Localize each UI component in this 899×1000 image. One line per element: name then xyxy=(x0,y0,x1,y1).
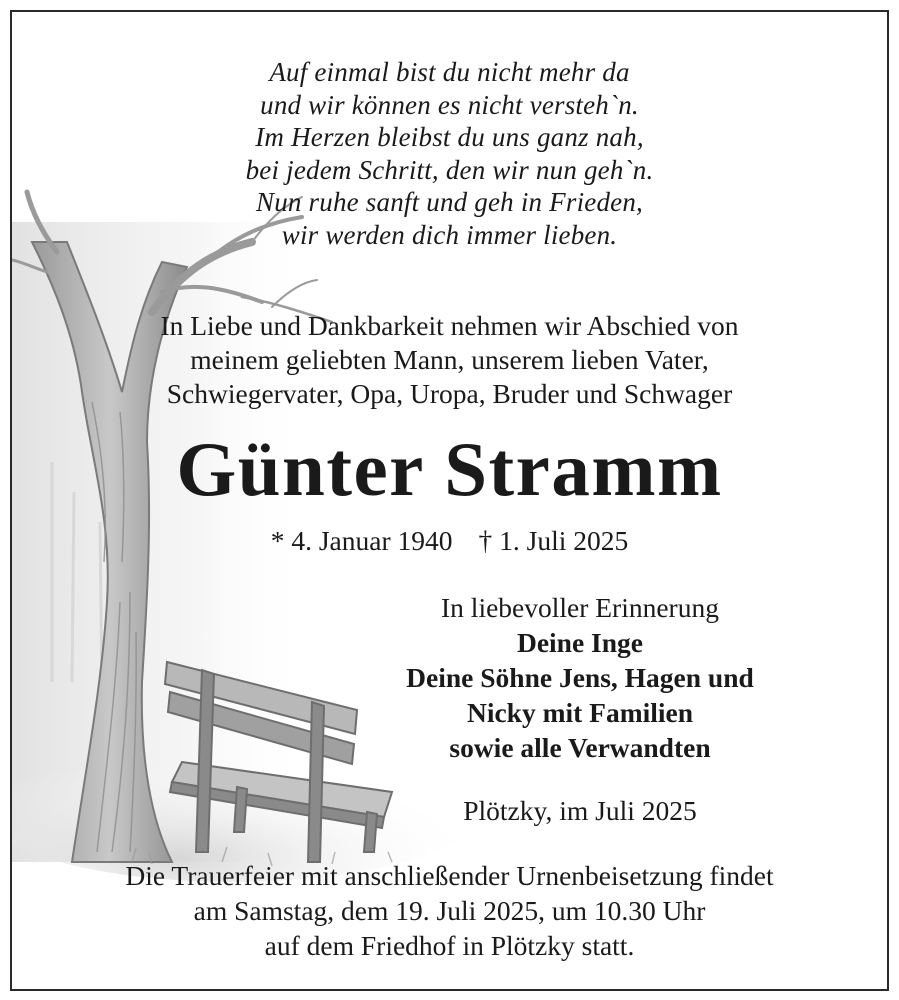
poem-line: wir werden dich immer lieben. xyxy=(281,219,618,250)
mourner-name: sowie alle Verwandten xyxy=(449,732,711,763)
intro-line: Schwiegervater, Opa, Uropa, Bruder und Schwager xyxy=(166,378,733,409)
mourner-name: Deine Söhne Jens, Hagen und xyxy=(406,662,754,693)
mourner-name: Deine Inge xyxy=(516,627,644,658)
poem-line: Nun ruhe sanft und geh in Frieden, xyxy=(255,187,643,217)
intro-line: meinem geliebten Mann, unserem lieben Vater, xyxy=(190,344,709,375)
funeral-notice xyxy=(12,858,887,963)
mourners-block xyxy=(350,590,810,765)
mourners-heading: In liebevoller Erinnerung xyxy=(441,592,719,623)
obituary-frame xyxy=(10,10,889,991)
place-and-date: Plötzky, im Juli 2025 xyxy=(463,795,697,826)
intro-line: In Liebe und Dankbarkeit nehmen wir Abschied von xyxy=(160,310,739,341)
poem-line: und wir können es nicht versteh`n. xyxy=(260,89,639,120)
deceased-name: Günter Stramm xyxy=(176,426,723,512)
death-date: † 1. Juli 2025 xyxy=(478,525,629,556)
farewell-intro xyxy=(12,309,887,411)
poem-line: Im Herzen bleibst du uns ganz nah, xyxy=(255,122,644,152)
poem-line: bei jedem Schritt, den wir nun geh`n. xyxy=(245,154,654,185)
funeral-line: Die Trauerfeier mit anschließender Urnenbeisetzung findet xyxy=(125,860,774,891)
life-dates xyxy=(12,524,887,558)
mourner-name: Nicky mit Familien xyxy=(466,697,694,728)
memorial-poem xyxy=(12,56,887,251)
poem-line: Auf einmal bist du nicht mehr da xyxy=(269,57,630,87)
birth-date: * 4. Januar 1940 xyxy=(270,525,453,556)
obituary-content xyxy=(12,12,887,989)
funeral-line: auf dem Friedhof in Plötzky statt. xyxy=(264,930,635,961)
funeral-line: am Samstag, dem 19. Juli 2025, um 10.30 Uhr xyxy=(193,895,706,926)
